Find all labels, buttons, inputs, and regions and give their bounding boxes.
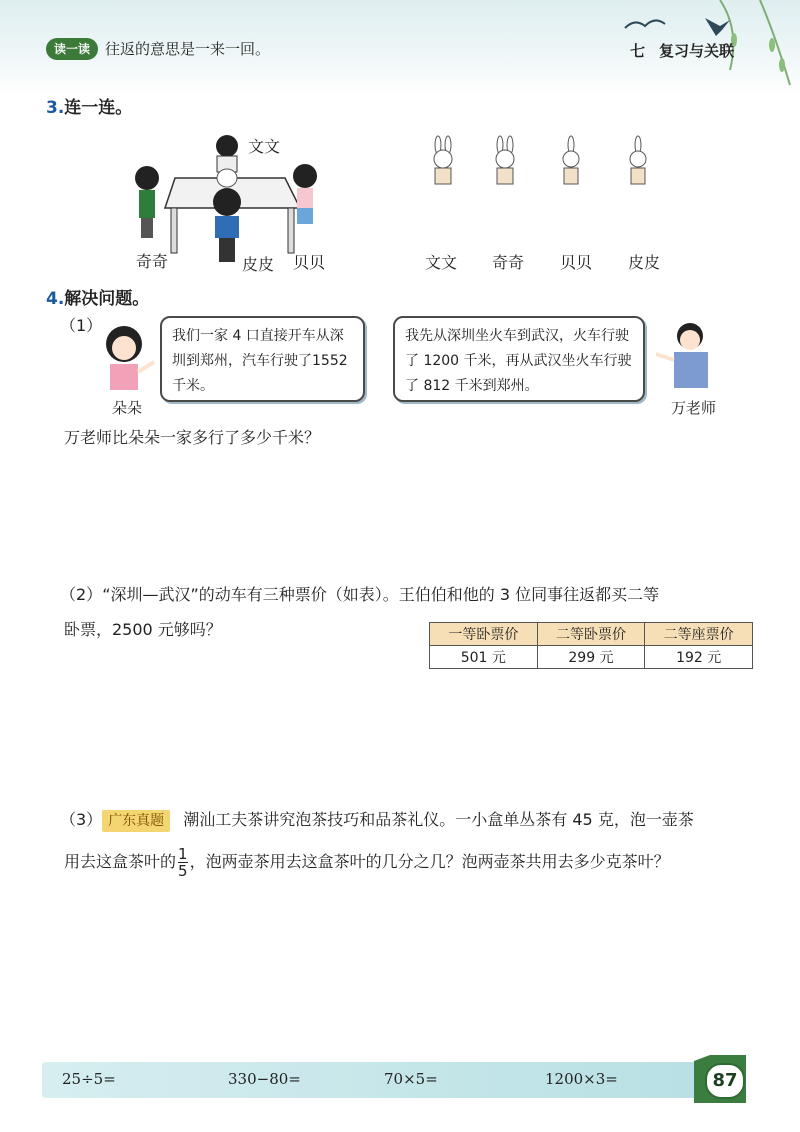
read-note: 往返的意思是一来一回。 <box>105 40 271 58</box>
q1-question: 万老师比朵朵一家多行了多少千米？ <box>64 428 321 447</box>
section-title: 连一连。 <box>64 98 133 118</box>
duoduo-avatar <box>96 322 158 398</box>
q2-text-line-1 <box>60 581 659 609</box>
table-cell: 192 元 <box>645 646 753 669</box>
teacher-avatar <box>650 320 720 392</box>
bunny-front-icon <box>434 136 452 184</box>
bunny-back-icon <box>496 136 514 184</box>
teacher-speech-bubble: 我先从深圳坐火车到武汉，火车行驶了 1200 千米，再从武汉坐火车行驶了 812 千米到郑州。 <box>393 316 645 402</box>
swallow-icon <box>620 8 740 38</box>
q2-number: （2） <box>60 585 103 604</box>
price-table <box>429 622 753 669</box>
chapter-name: 复习与关联 <box>659 42 735 60</box>
fraction <box>178 846 188 879</box>
page-number: 87 <box>705 1063 745 1099</box>
q3-text-line-2 <box>64 846 670 879</box>
bunny-side-left-icon <box>563 136 579 184</box>
table-header-cell: 一等卧票价 <box>430 623 538 646</box>
answer-label-1: 文文 <box>425 253 458 272</box>
teacher-name: 万老师 <box>671 399 717 417</box>
label-wenwen: 文文 <box>248 137 281 156</box>
q1-number: （1） <box>60 316 103 335</box>
section-4-heading <box>46 284 149 309</box>
source-tag: 广东真题 <box>102 810 170 832</box>
table-row <box>430 646 753 669</box>
table-header-cell: 二等卧票价 <box>537 623 645 646</box>
answer-label-4: 皮皮 <box>628 253 661 272</box>
q3-text: 潮汕工夫茶讲究泡茶技巧和品茶礼仪。一小盒单丛茶有 45 克，泡一壶茶 <box>183 810 694 829</box>
table-cell: 299 元 <box>537 646 645 669</box>
section-number: 3. <box>46 98 65 118</box>
duoduo-name: 朵朵 <box>112 399 143 417</box>
table-header-cell: 二等座票价 <box>645 623 753 646</box>
q3-text-b: ，泡两壶茶用去这盒茶叶的几分之几？泡两壶茶共用去多少克茶叶？ <box>189 852 670 871</box>
section-3-heading <box>46 93 132 118</box>
section-title: 解决问题。 <box>64 289 150 309</box>
chapter-number: 七 <box>630 42 646 60</box>
answer-label-3: 贝贝 <box>560 253 593 272</box>
footer-calc-4: 1200×3= <box>545 1070 618 1088</box>
table-cell: 501 元 <box>430 646 538 669</box>
label-pipi: 皮皮 <box>242 255 275 274</box>
q3-text-line-1 <box>60 806 694 834</box>
footer-calc-1: 25÷5= <box>62 1070 116 1088</box>
fraction-denominator: 5 <box>178 862 188 880</box>
bunny-side-right-icon <box>630 136 646 184</box>
q3-number: （3） <box>60 810 103 829</box>
q2-text: “深圳—武汉”的动车有三种票价（如表）。王伯伯和他的 3 位同事往返都买二等 <box>102 585 660 604</box>
read-badge: 读一读 <box>46 38 98 60</box>
bunny-views <box>418 135 668 195</box>
chapter-title <box>630 40 734 61</box>
fraction-numerator: 1 <box>178 845 188 863</box>
footer-calc-2: 330−80= <box>228 1070 301 1088</box>
q2-text-line-2: 卧票，2500 元够吗？ <box>64 620 222 639</box>
table-header-row <box>430 623 753 646</box>
q3-text-a: 用去这盒茶叶的 <box>64 852 177 871</box>
label-beibei: 贝贝 <box>293 253 326 272</box>
section-number: 4. <box>46 289 65 309</box>
label-qiqi: 奇奇 <box>136 252 169 271</box>
footer-calc-3: 70×5= <box>384 1070 438 1088</box>
duoduo-speech-bubble: 我们一家 4 口直接开车从深圳到郑州，汽车行驶了1552 千米。 <box>160 316 365 402</box>
answer-label-2: 奇奇 <box>492 253 525 272</box>
